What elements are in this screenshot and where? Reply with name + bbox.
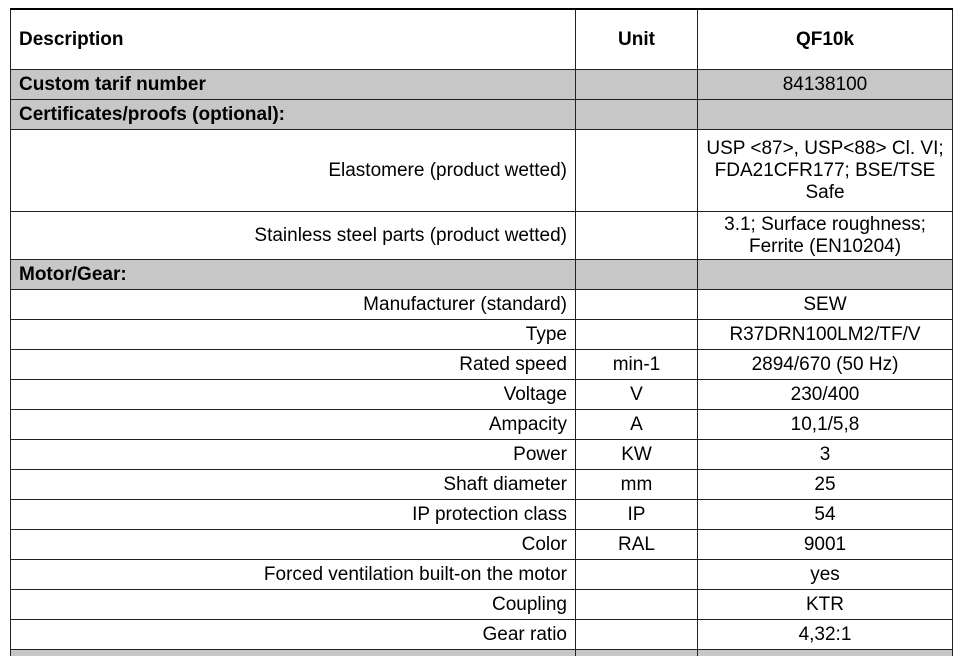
table-row — [11, 320, 953, 350]
row-label: Rated speed — [11, 350, 576, 380]
table-row — [11, 590, 953, 620]
table-row — [11, 350, 953, 380]
row-label: Stainless steel parts (product wetted) — [11, 212, 576, 260]
motor-heading: Motor/Gear: — [11, 260, 576, 290]
row-label: Elastomere (product wetted) — [11, 130, 576, 212]
table-row — [11, 560, 953, 590]
row-value: SEW — [698, 290, 953, 320]
table-row — [11, 500, 953, 530]
table-row — [11, 620, 953, 650]
row-value: yes — [698, 560, 953, 590]
table-row — [11, 530, 953, 560]
certificates-heading: Certificates/proofs (optional): — [11, 100, 576, 130]
spec-table — [10, 8, 953, 656]
row-value: 54 — [698, 500, 953, 530]
row-unit — [576, 212, 698, 260]
custom-tarif-unit — [576, 70, 698, 100]
next-section-row-partial — [11, 650, 953, 657]
row-label: Manufacturer (standard) — [11, 290, 576, 320]
row-unit — [576, 130, 698, 212]
row-unit: min-1 — [576, 350, 698, 380]
motor-heading-unit — [576, 260, 698, 290]
row-value: 230/400 — [698, 380, 953, 410]
row-value: 10,1/5,8 — [698, 410, 953, 440]
custom-tarif-row — [11, 70, 953, 100]
row-value: KTR — [698, 590, 953, 620]
row-unit: V — [576, 380, 698, 410]
row-value: R37DRN100LM2/TF/V — [698, 320, 953, 350]
row-unit — [576, 560, 698, 590]
custom-tarif-label: Custom tarif number — [11, 70, 576, 100]
row-unit: KW — [576, 440, 698, 470]
certificates-section-row — [11, 100, 953, 130]
certificates-heading-unit — [576, 100, 698, 130]
table-row — [11, 440, 953, 470]
row-unit: mm — [576, 470, 698, 500]
row-unit: A — [576, 410, 698, 440]
table-row — [11, 130, 953, 212]
row-value: 4,32:1 — [698, 620, 953, 650]
partial-cell — [698, 650, 953, 657]
row-label: Coupling — [11, 590, 576, 620]
row-label: IP protection class — [11, 500, 576, 530]
row-unit — [576, 620, 698, 650]
motor-heading-value — [698, 260, 953, 290]
header-description: Description — [11, 9, 576, 70]
motor-section-row — [11, 260, 953, 290]
row-label: Forced ventilation built-on the motor — [11, 560, 576, 590]
header-unit: Unit — [576, 9, 698, 70]
table-row — [11, 470, 953, 500]
header-model: QF10k — [698, 9, 953, 70]
certificates-heading-value — [698, 100, 953, 130]
row-label: Voltage — [11, 380, 576, 410]
row-label: Shaft diameter — [11, 470, 576, 500]
row-value: 3.1; Surface roughness; Ferrite (EN10204) — [698, 212, 953, 260]
row-value: 3 — [698, 440, 953, 470]
table-row — [11, 410, 953, 440]
row-unit: IP — [576, 500, 698, 530]
row-value: USP <87>, USP<88> Cl. VI; FDA21CFR177; BSE/TSE Safe — [698, 130, 953, 212]
row-label: Power — [11, 440, 576, 470]
custom-tarif-value: 84138100 — [698, 70, 953, 100]
row-unit: RAL — [576, 530, 698, 560]
table-row — [11, 290, 953, 320]
row-label: Ampacity — [11, 410, 576, 440]
row-label: Gear ratio — [11, 620, 576, 650]
row-unit — [576, 320, 698, 350]
row-value: 9001 — [698, 530, 953, 560]
row-value: 25 — [698, 470, 953, 500]
table-row — [11, 212, 953, 260]
row-label: Type — [11, 320, 576, 350]
row-unit — [576, 590, 698, 620]
table-row — [11, 380, 953, 410]
partial-cell — [576, 650, 698, 657]
row-label: Color — [11, 530, 576, 560]
table-header-row — [11, 9, 953, 70]
partial-cell — [11, 650, 576, 657]
row-unit — [576, 290, 698, 320]
row-value: 2894/670 (50 Hz) — [698, 350, 953, 380]
